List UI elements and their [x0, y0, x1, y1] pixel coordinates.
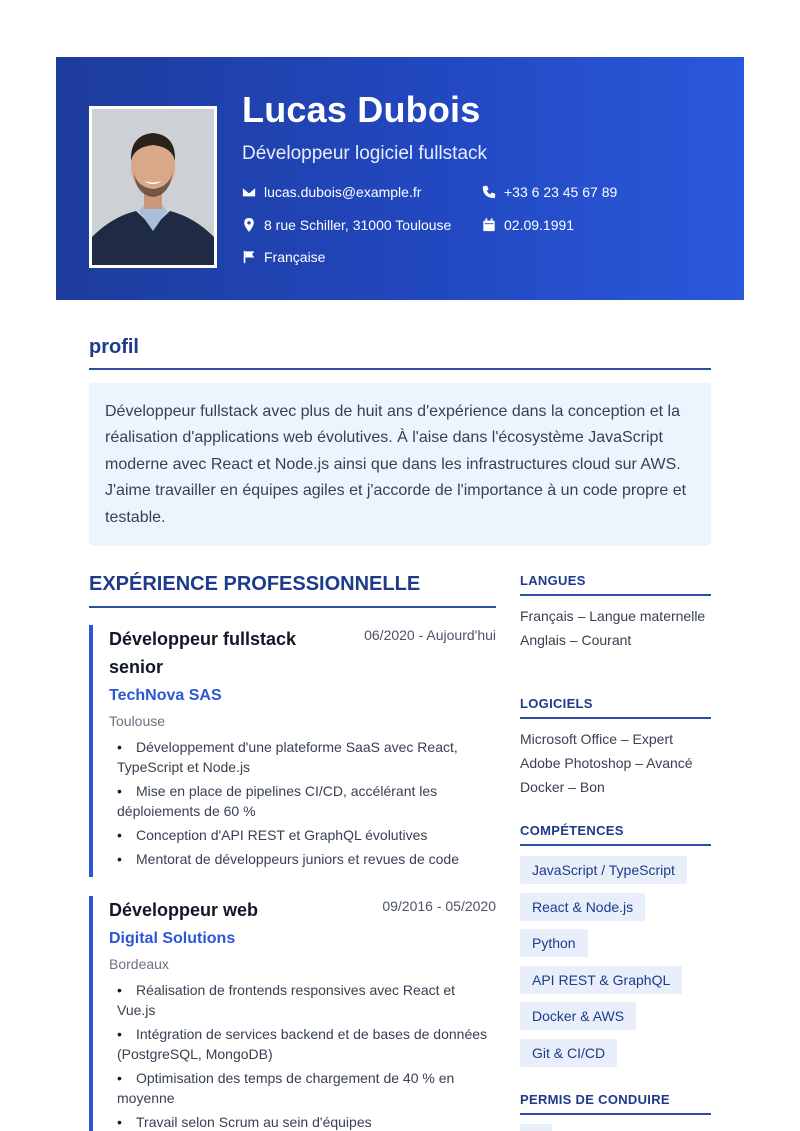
- skills-divider: [520, 844, 711, 846]
- email-text: lucas.dubois@example.fr: [264, 184, 422, 200]
- profile-photo: [89, 106, 217, 268]
- calendar-icon: [482, 218, 496, 232]
- job-bullet: • Mise en place de pipelines CI/CD, accélérant les déploiements de 60 %: [117, 783, 438, 819]
- experience-heading: EXPÉRIENCE PROFESSIONNELLE: [89, 573, 421, 595]
- software-divider: [520, 717, 711, 719]
- profile-divider: [89, 368, 711, 370]
- contact-email[interactable]: [242, 184, 421, 200]
- job-city: Bordeaux: [109, 956, 169, 972]
- job-title: Développeur fullstack senior: [109, 629, 297, 677]
- contact-phone[interactable]: [482, 184, 617, 200]
- job-bullet: • Mentorat de développeurs juniors et revues de code: [117, 851, 459, 867]
- skill-chip: Docker & AWS: [520, 1002, 636, 1030]
- languages-list: [520, 606, 711, 654]
- flag-icon: [242, 250, 256, 264]
- software-item: Adobe Photoshop – Avancé: [520, 755, 693, 771]
- job-bullet: • Travail selon Scrum au sein d'équipes: [117, 1114, 372, 1130]
- cv-header: [56, 57, 744, 300]
- license-chip: [520, 1124, 552, 1131]
- job-bullet: • Optimisation des temps de chargement de 40 % en moyenne: [117, 1070, 455, 1106]
- address-text: 8 rue Schiller, 31000 Toulouse: [264, 217, 452, 233]
- profile-heading: profil: [89, 336, 139, 358]
- job-title-headline: Développeur logiciel fullstack: [242, 143, 488, 164]
- experience-divider: [89, 606, 496, 608]
- languages-heading: LANGUES: [520, 573, 586, 588]
- job-dates: 06/2020 - Aujourd'hui: [364, 627, 496, 643]
- profile-summary: Développeur fullstack avec plus de huit ans d'expérience dans la conception et la réalisation d'applications web évolutives. À l'aise dans l'écosystème JavaScript moderne avec React et Node.js ainsi que dans les infrastructures cloud sur AWS. J'aime travailler en équipes agiles et j'accorde de l'importance à un code propre et testable.: [89, 383, 711, 546]
- language-item: Anglais – Courant: [520, 632, 632, 648]
- job-entry: [89, 625, 496, 877]
- contact-birthdate: [482, 217, 574, 233]
- skills-heading: COMPÉTENCES: [520, 823, 624, 838]
- job-company: Digital Solutions: [109, 930, 236, 947]
- job-entry: [89, 896, 496, 1131]
- skills-list: [520, 856, 711, 1075]
- job-bullets: [109, 980, 496, 1131]
- job-dates: 09/2016 - 05/2020: [382, 898, 496, 914]
- job-city: Toulouse: [109, 713, 166, 729]
- phone-text: +33 6 23 45 67 89: [504, 184, 618, 200]
- contact-address: [242, 217, 451, 233]
- job-bullet: • Développement d'une plateforme SaaS avec React, TypeScript et Node.js: [117, 739, 458, 775]
- language-item: Français – Langue maternelle: [520, 608, 706, 624]
- job-bullet: • Réalisation de frontends responsives avec React et Vue.js: [117, 982, 456, 1018]
- skill-chip: Git & CI/CD: [520, 1039, 617, 1067]
- birthdate-text: 02.09.1991: [504, 217, 575, 233]
- license-divider: [520, 1113, 711, 1115]
- license-heading: PERMIS DE CONDUIRE: [520, 1092, 670, 1107]
- job-bullets: [109, 737, 496, 869]
- phone-icon: [482, 185, 496, 199]
- languages-divider: [520, 594, 711, 596]
- software-item: Microsoft Office – Expert: [520, 731, 674, 747]
- skill-chip: JavaScript / TypeScript: [520, 856, 687, 884]
- envelope-icon: [242, 185, 256, 199]
- skill-chip: API REST & GraphQL: [520, 966, 682, 994]
- job-bullet: • Intégration de services backend et de bases de données (PostgreSQL, MongoDB): [117, 1026, 488, 1062]
- map-pin-icon: [242, 218, 256, 232]
- job-bullet: • Conception d'API REST et GraphQL évolutives: [117, 827, 428, 843]
- portrait-image: [92, 109, 214, 265]
- candidate-name: Lucas Dubois: [242, 89, 481, 130]
- software-list: [520, 729, 711, 801]
- job-company: TechNova SAS: [109, 687, 222, 704]
- contact-nationality: [242, 249, 325, 265]
- job-title: Développeur web: [109, 900, 259, 920]
- software-heading: LOGICIELS: [520, 696, 593, 711]
- software-item: Docker – Bon: [520, 779, 605, 795]
- skill-chip: Python: [520, 929, 588, 957]
- nationality-text: Française: [264, 249, 326, 265]
- skill-chip: React & Node.js: [520, 893, 645, 921]
